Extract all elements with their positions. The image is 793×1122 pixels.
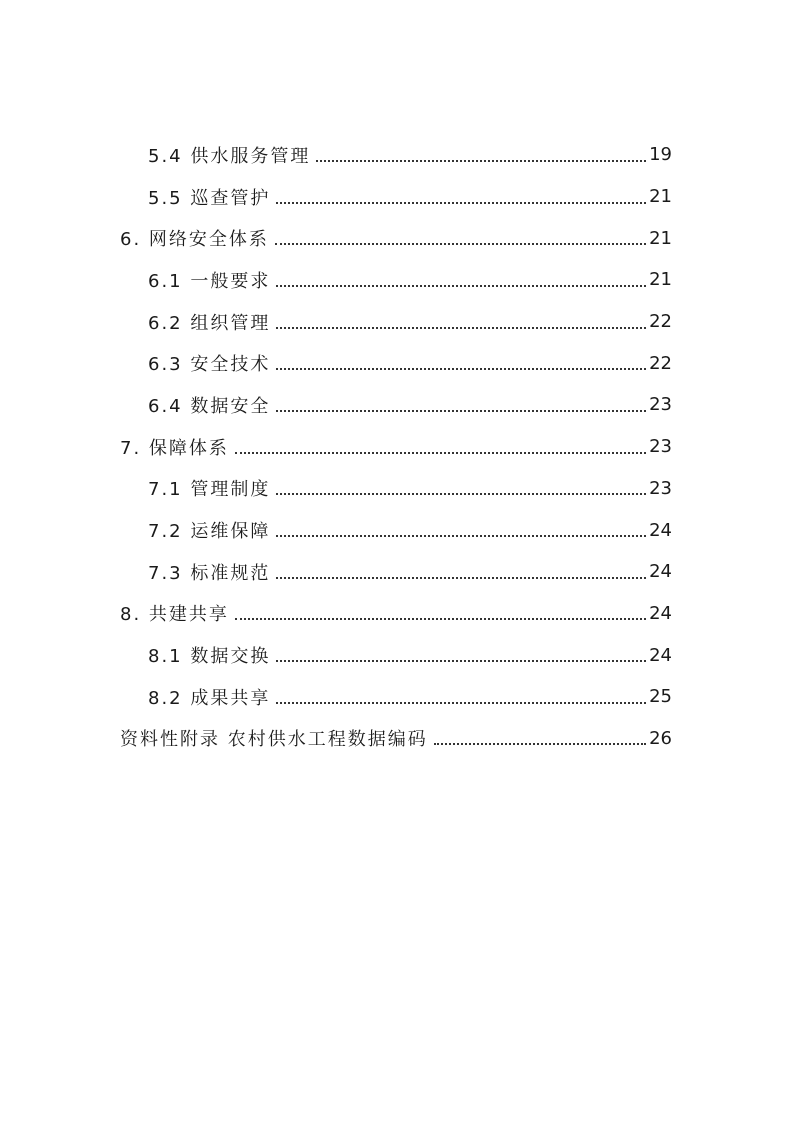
toc-entry-7-1[interactable] <box>0 468 793 510</box>
toc-entry-page: 21 <box>649 227 672 249</box>
toc-entry-label: 5.4 供水服务管理 <box>148 142 314 168</box>
toc-entry-8-1[interactable] <box>0 634 793 676</box>
toc-entry-label: 资料性附录 农村供水工程数据编码 <box>120 725 432 751</box>
toc-entry-page: 24 <box>649 602 672 624</box>
toc-entry-page: 22 <box>649 352 672 374</box>
toc-entry-label: 7. 保障体系 <box>120 434 233 460</box>
toc-entry-label: 6.4 数据安全 <box>148 392 274 418</box>
toc-entry-8[interactable] <box>0 593 793 635</box>
toc-entry-label: 8. 共建共享 <box>120 600 233 626</box>
toc-entry-page: 21 <box>649 186 672 208</box>
toc-entry-6[interactable] <box>0 217 793 259</box>
dot-leader <box>276 517 646 537</box>
toc-entry-page: 22 <box>649 311 672 333</box>
toc-entry-6-2[interactable] <box>0 301 793 343</box>
dot-leader <box>276 642 646 662</box>
dot-leader <box>276 559 646 579</box>
toc-entry-5-4[interactable] <box>0 134 793 176</box>
toc-entry-label: 7.1 管理制度 <box>148 475 274 501</box>
toc-entry-5-5[interactable] <box>0 176 793 218</box>
toc-entry-page: 25 <box>649 686 672 708</box>
toc-entry-page: 21 <box>649 269 672 291</box>
toc-entry-7-3[interactable] <box>0 551 793 593</box>
toc-entry-label: 8.2 成果共享 <box>148 684 274 710</box>
dot-leader <box>276 184 646 204</box>
toc-entry-page: 23 <box>649 436 672 458</box>
toc-entry-7[interactable] <box>0 426 793 468</box>
dot-leader <box>235 600 646 620</box>
toc-entry-label: 6.3 安全技术 <box>148 350 274 376</box>
dot-leader <box>276 392 646 412</box>
toc-entry-label: 6. 网络安全体系 <box>120 225 273 251</box>
dot-leader <box>275 225 646 245</box>
dot-leader <box>276 350 646 370</box>
toc-entry-8-2[interactable] <box>0 676 793 718</box>
toc-entry-page: 23 <box>649 394 672 416</box>
dot-leader <box>434 725 646 745</box>
toc-entry-label: 6.2 组织管理 <box>148 309 274 335</box>
toc-entry-page: 24 <box>649 644 672 666</box>
toc-entry-label: 5.5 巡查管护 <box>148 184 274 210</box>
toc-entry-label: 8.1 数据交换 <box>148 642 274 668</box>
toc-entry-6-1[interactable] <box>0 259 793 301</box>
toc-entry-page: 24 <box>649 519 672 541</box>
toc-entry-label: 7.2 运维保障 <box>148 517 274 543</box>
toc-entry-6-3[interactable] <box>0 342 793 384</box>
toc-entry-appendix[interactable] <box>0 718 793 760</box>
dot-leader <box>316 142 646 162</box>
toc-entry-page: 19 <box>649 144 672 166</box>
toc-entry-page: 23 <box>649 477 672 499</box>
dot-leader <box>276 684 646 704</box>
dot-leader <box>276 475 646 495</box>
dot-leader <box>276 309 646 329</box>
toc-entry-6-4[interactable] <box>0 384 793 426</box>
toc-entry-label: 7.3 标准规范 <box>148 559 274 585</box>
table-of-contents <box>0 134 793 759</box>
toc-entry-7-2[interactable] <box>0 509 793 551</box>
toc-entry-page: 24 <box>649 561 672 583</box>
dot-leader <box>276 267 646 287</box>
dot-leader <box>235 434 646 454</box>
toc-entry-page: 26 <box>649 727 672 749</box>
toc-entry-label: 6.1 一般要求 <box>148 267 274 293</box>
